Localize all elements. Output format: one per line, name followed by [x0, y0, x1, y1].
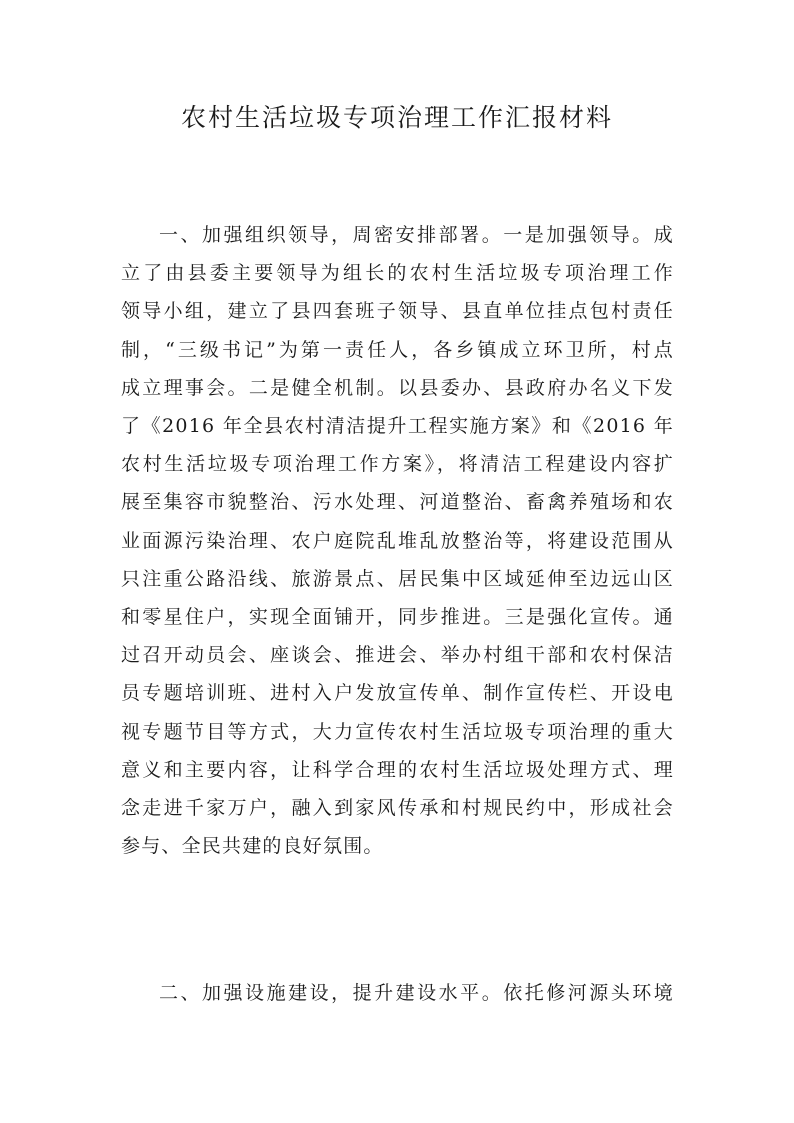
paragraph-line: 制，“三级书记”为第一责任人，各乡镇成立环卫所，村点	[121, 338, 674, 361]
section-2-paragraph	[121, 974, 674, 1012]
document-title: 农村生活垃圾专项治理工作汇报材料	[180, 103, 613, 132]
paragraph-line: 二、加强设施建设，提升建设水平。依托修河源头环境	[159, 982, 674, 1004]
paragraph-line: 意义和主要内容，让科学合理的农村生活垃圾处理方式、理	[121, 758, 674, 781]
paragraph-line: 和零星住户，实现全面铺开，同步推进。三是强化宣传。通	[121, 606, 674, 629]
paragraph-line: 过召开动员会、座谈会、推进会、举办村组干部和农村保洁	[121, 644, 674, 667]
paragraph-line: 一、加强组织领导，周密安排部署。一是加强领导。成	[159, 224, 674, 246]
paragraph-line: 立了由县委主要领导为组长的农村生活垃圾专项治理工作	[121, 262, 674, 285]
paragraph-line: 展至集容市貌整治、污水处理、河道整治、畜禽养殖场和农	[121, 491, 674, 514]
paragraph-line: 农村生活垃圾专项治理工作方案》，将清洁工程建设内容扩	[121, 453, 674, 476]
paragraph-line: 只注重公路沿线、旅游景点、居民集中区域延伸至边远山区	[121, 567, 674, 590]
paragraph-line: 成立理事会。二是健全机制。以县委办、县政府办名义下发	[121, 376, 674, 399]
paragraph-line: 念走进千家万户，融入到家风传承和村规民约中，形成社会	[121, 797, 674, 820]
paragraph-line: 员专题培训班、进村入户发放宣传单、制作宣传栏、开设电	[121, 682, 674, 705]
section-1-paragraph	[121, 216, 674, 865]
paragraph-line: 参与、全民共建的良好氛围。	[121, 835, 384, 858]
paragraph-line: 领导小组，建立了县四套班子领导、县直单位挂点包村责任	[121, 300, 674, 323]
paragraph-line: 视专题节目等方式，大力宣传农村生活垃圾专项治理的重大	[121, 720, 674, 743]
paragraph-line: 了《2016 年全县农村清洁提升工程实施方案》和《2016 年	[121, 415, 674, 438]
paragraph-line: 业面源污染治理、农户庭院乱堆乱放整治等，将建设范围从	[121, 529, 674, 552]
